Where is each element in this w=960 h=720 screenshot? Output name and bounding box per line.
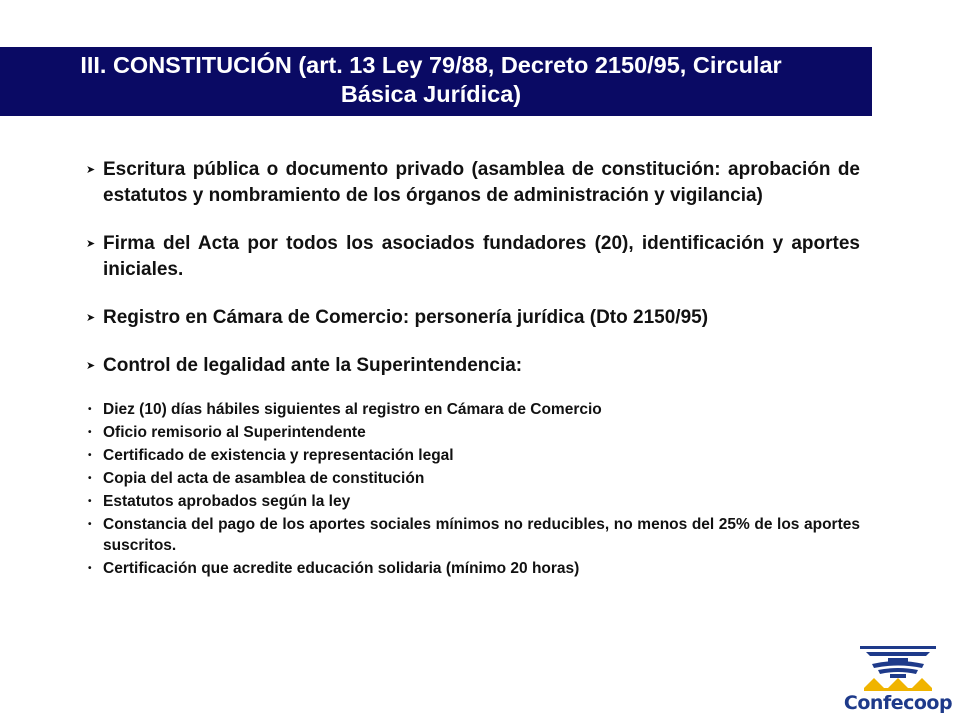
title-line-1: III. CONSTITUCIÓN (art. 13 Ley 79/88, Decreto 2150/95, Circular bbox=[80, 52, 782, 78]
list-item: • Certificado de existencia y representación legal bbox=[88, 447, 454, 464]
dot-bullet-icon: • bbox=[88, 563, 92, 574]
list-item: • Copia del acta de asamblea de constitución bbox=[88, 470, 425, 487]
dot-bullet-icon: • bbox=[88, 404, 92, 415]
main-item-text: Escritura pública o documento privado (asamblea de constitución: aprobación de estatutos y nombramiento de los órganos de administración y vigilancia) bbox=[103, 159, 860, 206]
list-item: • Diez (10) días hábiles siguientes al registro en Cámara de Comercio bbox=[88, 401, 602, 418]
main-item-control bbox=[86, 353, 860, 379]
arrow-bullet-icon: ➤ bbox=[86, 238, 96, 250]
content-body bbox=[86, 157, 860, 581]
list-item: • Estatutos aprobados según la ley bbox=[88, 493, 351, 510]
confecoop-logo bbox=[842, 640, 954, 716]
main-item-registry bbox=[86, 305, 860, 331]
requirements-list bbox=[86, 399, 860, 579]
main-item-signature bbox=[86, 231, 860, 283]
arrow-bullet-icon: ➤ bbox=[86, 360, 96, 372]
arrow-bullet-icon: ➤ bbox=[86, 312, 96, 324]
list-item: • Oficio remisorio al Superintendente bbox=[88, 424, 366, 441]
dot-bullet-icon: • bbox=[88, 519, 92, 530]
confecoop-emblem-icon bbox=[842, 640, 954, 694]
list-item: • Certificación que acredite educación solidaria (mínimo 20 horas) bbox=[88, 560, 580, 577]
dot-bullet-icon: • bbox=[88, 473, 92, 484]
logo-wordmark: Confecoop bbox=[843, 692, 953, 714]
list-item: • Constancia del pago de los aportes sociales mínimos no reducibles, no menos del 25% de los aportes suscritos. bbox=[88, 516, 860, 554]
dot-bullet-icon: • bbox=[88, 427, 92, 438]
main-item-text: Registro en Cámara de Comercio: personería jurídica (Dto 2150/95) bbox=[103, 307, 709, 328]
main-item-text: Firma del Acta por todos los asociados fundadores (20), identificación y aportes iniciales. bbox=[103, 233, 860, 280]
dot-bullet-icon: • bbox=[88, 496, 92, 507]
title-line-2: Básica Jurídica) bbox=[340, 81, 522, 107]
title-banner bbox=[0, 47, 872, 116]
main-item-text: Control de legalidad ante la Superintendencia: bbox=[103, 355, 523, 376]
arrow-bullet-icon: ➤ bbox=[86, 164, 96, 176]
dot-bullet-icon: • bbox=[88, 450, 92, 461]
main-item-deed bbox=[86, 157, 860, 209]
